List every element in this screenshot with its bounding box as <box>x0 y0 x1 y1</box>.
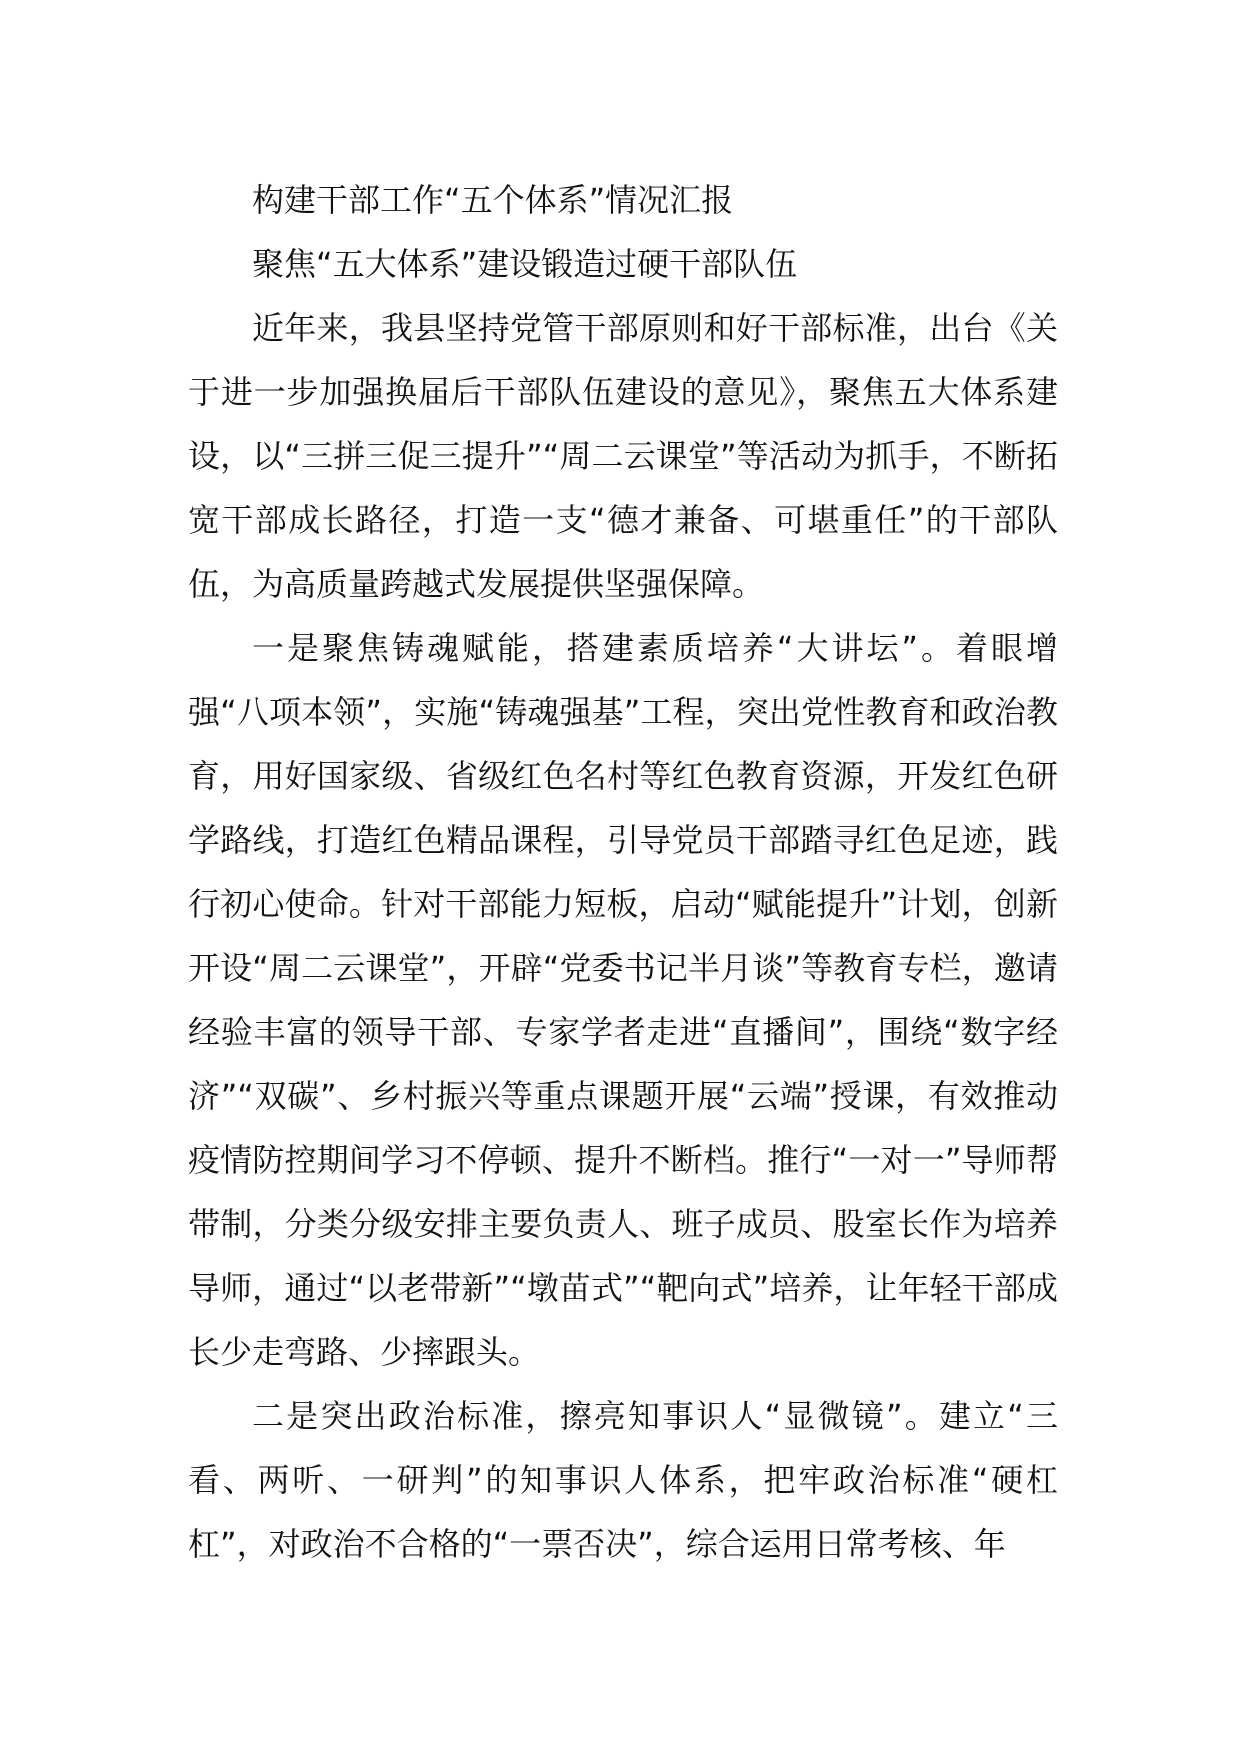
document-body <box>188 168 1058 1576</box>
document-title: 构建干部工作“五个体系”情况汇报 <box>252 181 734 219</box>
body-paragraph-section-one: 一是聚焦铸魂赋能，搭建素质培养“大讲坛”。着眼增强“八项本领”，实施“铸魂强基”工程，突出党性教育和政治教育，用好国家级、省级红色名村等红色教育资源，开发红色研学路线，打造红色精品课程，引导党员干部踏寻红色足迹，践行初心使命。针对干部能力短板，启动“赋能提升”计划，创新开设“周二云课堂”，开辟“党委书记半月谈”等教育专栏，邀请经验丰富的领导干部、专家学者走进“直播间”，围绕“数字经济”“双碳”、乡村振兴等重点课题开展“云端”授课，有效推动疫情防控期间学习不停顿、提升不断档。推行“一对一”导师帮带制，分类分级安排主要负责人、班子成员、股室长作为培养导师，通过“以老带新”“墩苗式”“靶向式”培养，让年轻干部成长少走弯路、少摔跟头。 <box>188 629 1058 1371</box>
body-paragraph-section-two: 二是突出政治标准，擦亮知事识人“显微镜”。建立“三看、两听、一研判”的知事识人体系，把牢政治标准“硬杠杠”，对政治不合格的“一票否决”，综合运用日常考核、年 <box>188 1397 1058 1563</box>
document-subtitle: 聚焦“五大体系”建设锻造过硬干部队伍 <box>252 245 798 283</box>
body-paragraph-intro: 近年来，我县坚持党管干部原则和好干部标准，出台《关于进一步加强换届后干部队伍建设的意见》，聚焦五大体系建设，以“三拼三促三提升”“周二云课堂”等活动为抓手，不断拓宽干部成长路径，打造一支“德才兼备、可堪重任”的干部队伍，为高质量跨越式发展提供坚强保障。 <box>188 309 1058 603</box>
